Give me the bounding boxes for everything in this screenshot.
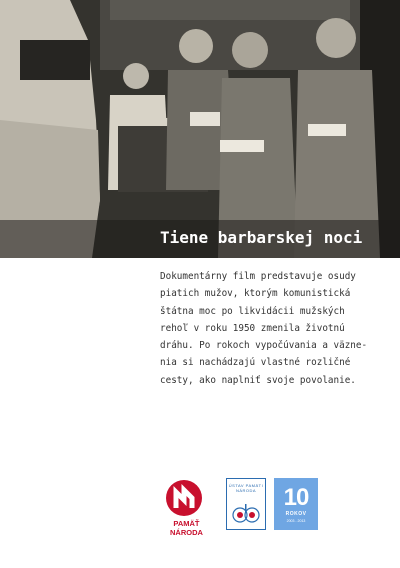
historical-photo	[0, 0, 400, 258]
ten-years-label: ROKOV	[285, 511, 307, 517]
film-title: Tiene barbarskej noci	[160, 228, 363, 247]
pamat-naroda-icon	[162, 478, 206, 518]
ten-years-range: 2003 - 2013	[286, 519, 306, 523]
photo-scene	[0, 0, 400, 258]
ustav-logo-text: ÚSTAV PAMÄTI NÁRODA	[228, 483, 264, 493]
ustav-pamati-naroda-logo	[226, 478, 266, 530]
pamat-naroda-line1: PAMÄŤ	[173, 519, 200, 528]
ten-years-logo	[274, 478, 318, 530]
pamat-naroda-line2: NÁRODA	[170, 528, 203, 537]
ten-years-number: 10	[283, 484, 309, 511]
film-description: Dokumentárny film predstavuje osudy piatich mužov, ktorým komunistická štátna moc po likvidácii mužských rehoľ v roku 1950 zmenila životnú dráhu. Po rokoch vypočúvania a väzne- nia si nachádzajú vlastné rozličné cesty, ako naplniť svoje povolanie.	[160, 271, 368, 386]
pamat-naroda-wordmark	[170, 519, 203, 537]
ustav-emblem-icon	[231, 503, 263, 525]
